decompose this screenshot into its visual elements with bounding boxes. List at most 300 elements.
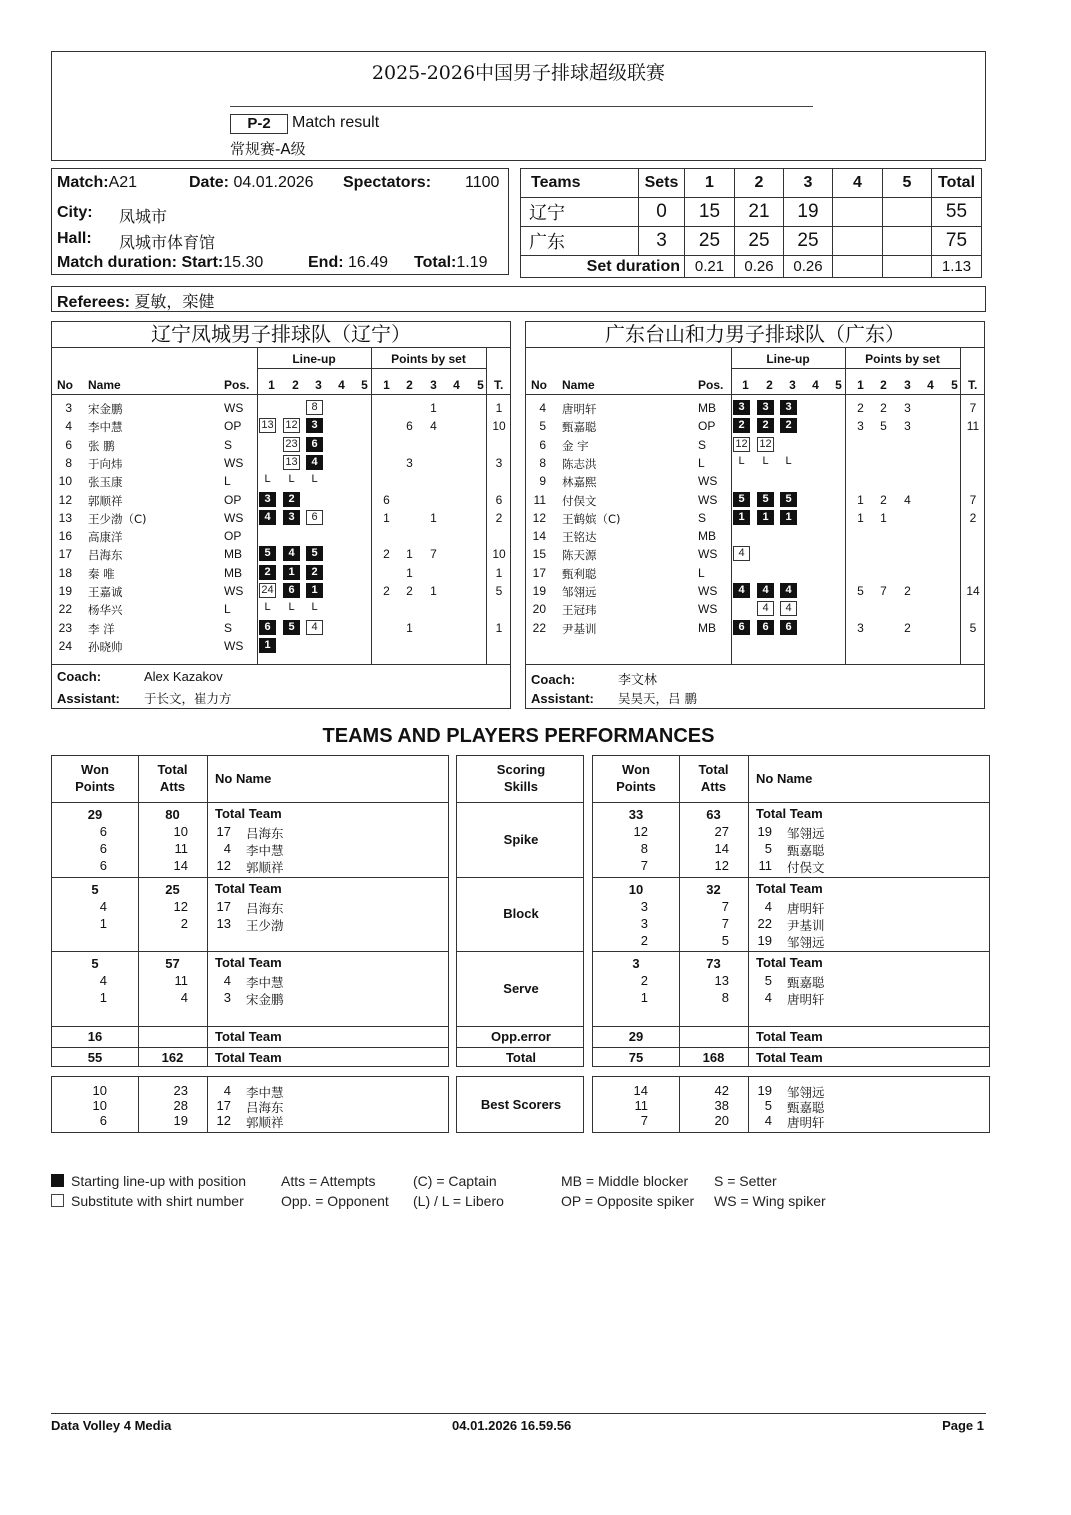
team-won-points: 10 [628, 882, 644, 897]
player-total-points: 1 [495, 620, 503, 635]
starting-position-box: 2 [306, 565, 323, 580]
player-position: S [698, 510, 707, 525]
lineup-set-header: 2 [292, 378, 299, 392]
total-atts-header: Total Atts [698, 762, 729, 794]
player-name: 杨华兴 [88, 603, 123, 618]
player-atts: 5 [721, 933, 729, 948]
results-header-row [521, 169, 982, 198]
set-points: 2 [383, 584, 390, 598]
t-col-header: T. [968, 378, 978, 392]
player-position: WS [224, 638, 244, 653]
best-player-name: 唐明轩 [787, 1115, 825, 1130]
starting-position-box: 4 [757, 583, 774, 598]
best-player-number: 17 [216, 1098, 231, 1113]
roster-footer-line [526, 664, 984, 665]
perf-row-divider [52, 877, 448, 878]
set-points: 7 [430, 547, 437, 562]
starting-position-box: 5 [259, 546, 276, 561]
substitute-box: 24 [259, 583, 276, 598]
assistant-names: 吴昊天，吕 鹏 [618, 691, 697, 706]
roster-subheader-line [257, 368, 486, 369]
libero-mark: L [762, 454, 769, 467]
filled-square-icon [51, 1174, 64, 1187]
pbs-set-header: 5 [477, 378, 484, 392]
substitute-box: 23 [283, 437, 300, 452]
duration-label: Match duration: [57, 254, 177, 271]
player-name: 张 鹏 [88, 438, 115, 453]
player-name: 吕海东 [88, 548, 123, 563]
starting-position-box: 4 [259, 510, 276, 525]
home-sets-won: 0 [639, 198, 685, 227]
total-team-label: Total Team [756, 955, 823, 970]
starting-position-box: 1 [733, 510, 750, 525]
substitute-box: 4 [306, 620, 323, 635]
player-won-points: 4 [99, 973, 107, 988]
perf-player-name: 付俣文 [787, 860, 825, 875]
home-team-name: 辽宁 [521, 198, 639, 227]
player-number: 22 [532, 620, 546, 635]
roster-col-divider [257, 348, 258, 664]
player-total-points: 11 [966, 419, 980, 434]
starting-position-box: 5 [283, 620, 300, 635]
pos-col-header: Pos. [698, 378, 724, 392]
no-name-header: No Name [215, 771, 272, 786]
set5-duration [883, 256, 932, 278]
set-points: 6 [383, 492, 390, 507]
set-points: 1 [857, 510, 864, 525]
lineup-set-header: 2 [766, 378, 773, 392]
set4-header: 4 [833, 169, 883, 198]
referees-label: Referees: [57, 294, 130, 311]
best-player-number: 4 [764, 1113, 772, 1128]
player-atts: 2 [180, 916, 188, 931]
player-name: 王铭达 [562, 530, 597, 545]
starting-position-box: 6 [780, 620, 797, 635]
perf-player-number: 19 [757, 824, 772, 839]
perf-player-number: 5 [764, 973, 772, 988]
perf-player-name: 尹基训 [787, 918, 825, 933]
total-set-duration: 1.13 [932, 256, 982, 278]
legend-item: MB = Middle blocker [561, 1173, 689, 1189]
perf-row-divider [457, 802, 583, 803]
total-duration-row [414, 254, 488, 272]
player-position: WS [698, 492, 718, 507]
page-footer [51, 1413, 986, 1433]
away-team-title: 广东台山和力男子排球队（广东） [526, 322, 984, 348]
player-total-points: 1 [495, 565, 503, 580]
skill-spike-label: Spike [503, 831, 539, 847]
perf-player-number: 17 [216, 824, 231, 839]
perf-row-divider [52, 1026, 448, 1027]
starting-position-box: 2 [283, 492, 300, 507]
lineup-set-header: 5 [361, 378, 368, 392]
player-won-points: 1 [640, 990, 648, 1005]
player-atts: 11 [174, 841, 188, 856]
name-col-header: Name [88, 378, 121, 392]
team-won-points: 3 [632, 956, 640, 971]
player-atts: 14 [173, 858, 188, 873]
best-player-number: 19 [757, 1083, 772, 1098]
league-title: 2025-2026中国男子排球超级联赛 [371, 62, 666, 84]
starting-position-box: 3 [780, 400, 797, 415]
substitute-box: 13 [283, 455, 300, 470]
scoring-skills-header: Scoring Skills [496, 762, 546, 794]
set-points: 1 [430, 401, 437, 415]
player-total-points: 7 [969, 401, 977, 415]
assistant-label: Assistant: [531, 691, 594, 706]
perf-player-number: 5 [764, 841, 772, 856]
substitute-box: 6 [306, 510, 323, 525]
starting-position-box: 1 [306, 583, 323, 598]
best-won-points: 6 [99, 1113, 107, 1128]
libero-mark: L [264, 473, 271, 486]
set-points: 3 [857, 419, 864, 434]
player-position: WS [698, 547, 718, 562]
starting-position-box: 6 [283, 583, 300, 598]
player-atts: 4 [180, 990, 188, 1005]
set-points: 1 [430, 510, 437, 525]
perf-row-divider [52, 802, 448, 803]
player-position: WS [698, 474, 718, 489]
total-header: Total [932, 169, 982, 198]
set-duration-label: Set duration [521, 256, 685, 278]
libero-mark: L [785, 454, 792, 467]
legend-item: S = Setter [714, 1173, 777, 1189]
home-best-scorers [51, 1076, 449, 1133]
team-won-points: 33 [628, 807, 644, 822]
match-row [57, 174, 137, 192]
legend-item: (C) = Captain [413, 1173, 497, 1189]
player-name: 甄利聪 [562, 566, 597, 581]
footer-page: Page 1 [942, 1418, 984, 1433]
player-position: WS [224, 455, 244, 470]
player-position: MB [224, 547, 242, 562]
player-number: 9 [539, 474, 546, 489]
best-won-points: 10 [92, 1098, 107, 1113]
away-total: 75 [932, 227, 982, 256]
perf-row-divider [593, 877, 989, 878]
report-header [51, 51, 986, 161]
date-row [189, 174, 314, 192]
starting-position-box: 4 [733, 583, 750, 598]
starting-position-box: 5 [306, 546, 323, 561]
set-points: 3 [857, 620, 864, 635]
no-col-header: No [57, 378, 73, 392]
starting-position-box: 1 [259, 638, 276, 653]
match-label: Match: [57, 174, 109, 191]
player-name: 陈天源 [562, 548, 597, 563]
substitute-box: 4 [757, 601, 774, 616]
perf-player-number: 13 [216, 916, 231, 931]
best-won-points: 14 [633, 1083, 648, 1098]
set-points: 2 [857, 401, 864, 415]
player-number: 18 [58, 565, 72, 580]
player-number: 14 [532, 529, 546, 544]
away-best-scorers [592, 1076, 990, 1133]
player-total-points: 10 [492, 419, 506, 434]
libero-mark: L [738, 454, 745, 467]
roster-subheader-line [731, 368, 960, 369]
total-duration: 1.19 [456, 254, 488, 271]
player-won-points: 6 [99, 841, 107, 856]
player-number: 19 [58, 584, 72, 598]
starting-position-box: 6 [306, 437, 323, 452]
best-player-name: 李中慧 [246, 1085, 284, 1100]
player-name: 邹翎远 [562, 585, 597, 599]
total-team-label: Total Team [756, 881, 823, 896]
player-won-points: 4 [99, 899, 107, 914]
perf-player-name: 唐明轩 [787, 992, 825, 1007]
total-team-label: Total Team [215, 881, 282, 896]
player-name: 尹基训 [562, 621, 597, 636]
spectators-value: 1100 [465, 174, 500, 191]
player-name: 唐明轩 [562, 402, 597, 416]
lineup-set-header: 1 [742, 378, 749, 392]
points-by-set-header: Points by set [391, 352, 466, 366]
perf-row-divider [457, 951, 583, 952]
set-points: 1 [406, 547, 413, 562]
player-won-points: 3 [640, 899, 648, 914]
player-number: 8 [65, 455, 72, 470]
away-team-roster [525, 321, 985, 709]
perf-player-name: 宋金鹏 [246, 992, 284, 1007]
competition-phase: 常规赛-A级 [230, 140, 306, 158]
player-atts: 11 [174, 973, 188, 988]
perf-player-number: 4 [223, 841, 231, 856]
player-number: 10 [58, 474, 72, 489]
set-points: 6 [406, 419, 413, 434]
no-name-header: No Name [756, 771, 813, 786]
libero-mark: L [288, 601, 295, 614]
player-name: 宋金鹏 [88, 402, 123, 416]
start-time: 15.30 [223, 254, 264, 271]
perf-player-name: 王少渤 [246, 918, 284, 933]
assistant-row [531, 689, 697, 707]
coach-label: Coach: [531, 672, 576, 687]
points-by-set-header: Points by set [865, 352, 940, 366]
player-total-points: 14 [966, 584, 980, 598]
player-position: WS [224, 510, 244, 525]
player-won-points: 12 [633, 824, 648, 839]
grand-total-points: 55 [87, 1050, 103, 1065]
player-won-points: 1 [99, 916, 107, 931]
home-set4 [833, 198, 883, 227]
perf-player-name: 吕海东 [246, 901, 284, 916]
player-total-points: 3 [495, 455, 503, 470]
set-points: 1 [430, 584, 437, 598]
substitute-box: 12 [733, 437, 750, 452]
roster-header-line [52, 394, 510, 395]
set-points: 5 [857, 584, 864, 598]
perf-row-divider [457, 877, 583, 878]
perf-row-divider [457, 1047, 583, 1048]
perf-row-divider [593, 1026, 989, 1027]
lineup-set-header: 4 [812, 378, 819, 392]
player-position: WS [224, 401, 244, 415]
player-number: 12 [58, 492, 72, 507]
sets-header: Sets [639, 169, 685, 198]
team-won-points: 5 [91, 882, 99, 897]
player-name: 王嘉诚 [88, 585, 123, 599]
hall-value: 凤城市体育馆 [119, 233, 216, 252]
player-won-points: 7 [640, 858, 648, 873]
player-name: 孙晓帅 [88, 639, 123, 654]
won-points-header: Won Points [616, 762, 656, 794]
best-atts: 19 [173, 1113, 188, 1128]
assistant-row [57, 689, 232, 707]
coach-name: Alex Kazakov [144, 669, 223, 684]
spectators-row [343, 174, 431, 192]
set-points: 1 [406, 565, 413, 580]
perf-player-name: 吕海东 [246, 826, 284, 841]
report-code: P-2 [230, 114, 288, 134]
pbs-set-header: 4 [927, 378, 934, 392]
skill-block-label: Block [503, 906, 539, 921]
legend-item: (L) / L = Libero [413, 1193, 504, 1209]
best-player-name: 甄嘉聪 [787, 1100, 825, 1115]
best-won-points: 7 [640, 1113, 648, 1128]
perf-row-divider [52, 951, 448, 952]
player-position: OP [224, 529, 242, 544]
home-performance-table [51, 755, 449, 1067]
header-divider [230, 106, 813, 107]
perf-player-number: 3 [223, 990, 231, 1005]
team-total-atts: 32 [706, 882, 721, 897]
perf-player-number: 22 [757, 916, 772, 931]
player-total-points: 5 [495, 584, 503, 598]
player-name: 付俣文 [562, 493, 597, 508]
player-won-points: 6 [99, 858, 107, 873]
perf-row-divider [52, 1047, 448, 1048]
roster-header-line [526, 394, 984, 395]
perf-row-divider [457, 1026, 583, 1027]
player-name: 李 洋 [88, 621, 115, 636]
team-total-atts: 80 [165, 807, 180, 822]
player-atts: 12 [714, 858, 729, 873]
perf-player-number: 4 [764, 990, 772, 1005]
home-set5 [883, 198, 932, 227]
name-col-header: Name [562, 378, 595, 392]
best-player-number: 4 [223, 1083, 231, 1098]
total-team-label: Total Team [215, 1029, 282, 1044]
player-position: S [224, 437, 233, 452]
start-label: Start: [181, 254, 224, 271]
legend-item: Atts = Attempts [281, 1173, 376, 1189]
best-player-name: 吕海东 [246, 1100, 284, 1115]
best-scorers-label-box [456, 1076, 584, 1133]
player-name: 王少渤（C) [88, 511, 147, 526]
starting-position-box: 5 [733, 492, 750, 507]
starting-position-box: 2 [780, 418, 797, 433]
set-points: 1 [383, 510, 390, 525]
player-position: S [224, 620, 233, 635]
referees-names: 夏敏，栾健 [134, 292, 215, 311]
away-set3: 25 [784, 227, 833, 256]
set-points: 1 [880, 510, 887, 525]
player-position: S [698, 437, 707, 452]
roster-col-divider [731, 348, 732, 664]
pbs-set-header: 1 [857, 378, 864, 392]
set-points: 2 [880, 492, 887, 507]
grand-total-points: 75 [628, 1050, 644, 1065]
perf-player-name: 邹翎远 [787, 935, 825, 950]
player-position: MB [698, 529, 716, 544]
roster-footer-line [52, 664, 510, 665]
teams-header: Teams [521, 169, 639, 198]
set2-duration: 0.26 [735, 256, 784, 278]
perf-player-name: 邹翎远 [787, 826, 825, 841]
perf-player-name: 李中慧 [246, 975, 284, 990]
performance-title: TEAMS AND PLAYERS PERFORMANCES [322, 725, 715, 747]
starting-position-box: 5 [780, 492, 797, 507]
starting-position-box: 4 [780, 583, 797, 598]
perf-player-number: 19 [757, 933, 772, 948]
player-name: 于向炜 [88, 456, 123, 471]
grand-total-atts: 162 [161, 1050, 184, 1065]
player-position: OP [224, 492, 242, 507]
perf-player-number: 4 [223, 973, 231, 988]
perf-row-divider [593, 1047, 989, 1048]
away-performance-table [592, 755, 990, 1067]
best-won-points: 11 [634, 1098, 648, 1113]
starting-position-box: 3 [259, 492, 276, 507]
player-name: 甄嘉聪 [562, 420, 597, 435]
opp-error-points: 29 [628, 1029, 644, 1044]
player-number: 3 [65, 401, 72, 415]
player-position: L [698, 455, 705, 470]
player-position: MB [698, 401, 716, 415]
roster-col-divider [371, 348, 372, 664]
legend-item: Opp. = Opponent [281, 1193, 389, 1209]
legend-item: Starting line-up with position [71, 1173, 247, 1189]
pbs-set-header: 2 [406, 378, 413, 392]
set4-duration [833, 256, 883, 278]
results-row-home [521, 198, 982, 227]
player-number: 8 [539, 455, 546, 470]
lineup-set-header: 3 [315, 378, 322, 392]
duration-row [57, 254, 263, 272]
substitute-box: 4 [733, 546, 750, 561]
player-number: 13 [58, 510, 72, 525]
set-points: 1 [857, 492, 864, 507]
player-position: WS [698, 584, 718, 598]
perf-player-name: 甄嘉聪 [787, 843, 825, 858]
pbs-set-header: 1 [383, 378, 390, 392]
starting-position-box: 2 [259, 565, 276, 580]
player-position: OP [698, 419, 716, 434]
player-number: 19 [532, 584, 546, 598]
set-points: 4 [904, 492, 911, 507]
set-points: 2 [406, 584, 413, 598]
set5-header: 5 [883, 169, 932, 198]
total-team-label: Total Team [215, 1050, 282, 1065]
away-set4 [833, 227, 883, 256]
starting-position-box: 4 [283, 546, 300, 561]
perf-player-name: 郭顺祥 [246, 860, 284, 875]
player-total-points: 2 [495, 510, 503, 525]
total-atts-header: Total Atts [157, 762, 188, 794]
lineup-set-header: 4 [338, 378, 345, 392]
player-position: OP [224, 419, 242, 434]
set-points: 2 [383, 547, 390, 562]
spectators-label: Spectators: [343, 174, 432, 191]
legend-item: WS = Wing spiker [714, 1193, 826, 1209]
perf-row-divider [593, 951, 989, 952]
player-won-points: 2 [640, 973, 648, 988]
match-date: 04.01.2026 [233, 174, 314, 191]
player-number: 20 [532, 602, 546, 617]
starting-position-box: 3 [306, 418, 323, 433]
